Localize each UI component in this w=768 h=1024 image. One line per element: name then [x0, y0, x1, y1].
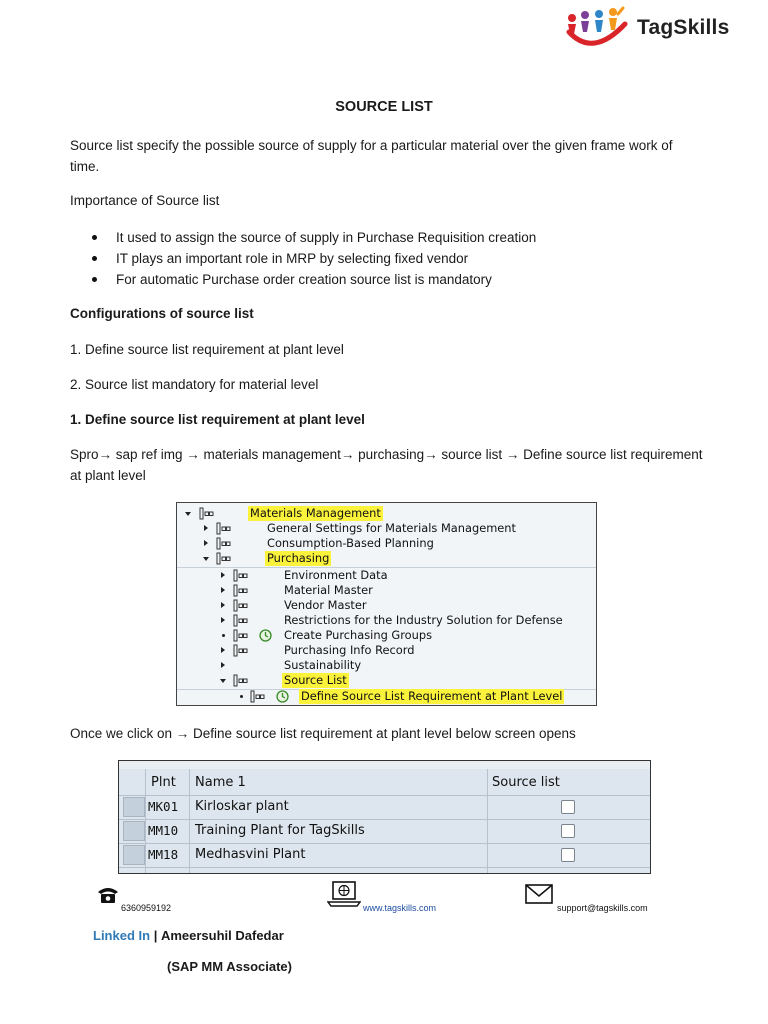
expand-arrow-icon[interactable]: [221, 602, 225, 608]
config-node-icon: [216, 537, 231, 550]
bullet-icon: [92, 235, 97, 240]
importance-heading: Importance of Source list: [70, 193, 220, 208]
bullet-icon: [92, 277, 97, 282]
telephone-icon: [97, 886, 119, 904]
execute-clock-icon[interactable]: [259, 629, 273, 642]
tree-node-create-purchasing-groups[interactable]: Create Purchasing Groups: [177, 628, 596, 643]
author-role: (SAP MM Associate): [167, 959, 292, 974]
config-step-1: 1. Define source list requirement at plant level: [70, 342, 344, 357]
leaf-dot-icon: [222, 634, 225, 637]
expand-arrow-icon[interactable]: [221, 587, 225, 593]
config-node-icon: [233, 584, 248, 597]
expand-arrow-icon[interactable]: [221, 617, 225, 623]
expand-arrow-icon[interactable]: [221, 662, 225, 668]
config-step-2: 2. Source list mandatory for material level: [70, 377, 319, 392]
config-node-icon: [216, 552, 231, 565]
brand-name: TagSkills: [637, 16, 730, 39]
row-selector[interactable]: [123, 797, 145, 817]
section-heading: 1. Define source list requirement at plant level: [70, 412, 365, 427]
expand-arrow-icon[interactable]: [220, 679, 226, 683]
tagskills-people-logo-icon: [563, 6, 633, 54]
row-selector[interactable]: [123, 821, 145, 841]
config-heading: Configurations of source list: [70, 306, 254, 321]
config-node-icon: [216, 522, 231, 535]
tree-node-material-master[interactable]: Material Master: [177, 583, 596, 598]
expand-arrow-icon[interactable]: [203, 557, 209, 561]
table-toolbar-strip: [119, 761, 650, 769]
document-title: SOURCE LIST: [335, 99, 433, 115]
author-line: [93, 928, 284, 943]
expand-arrow-icon[interactable]: [185, 512, 191, 516]
config-node-icon: [233, 644, 248, 657]
email-address[interactable]: support@tagskills.com: [557, 903, 648, 913]
config-node-icon: [233, 569, 248, 582]
list-item: IT plays an important role in MRP by selecting fixed vendor: [70, 249, 536, 270]
expand-arrow-icon[interactable]: [221, 572, 225, 578]
config-node-icon: [233, 674, 248, 687]
row-selector[interactable]: [123, 845, 145, 865]
expand-arrow-icon[interactable]: [204, 525, 208, 531]
envelope-icon: [525, 884, 553, 904]
tree-node-materials-management[interactable]: Materials Management: [177, 506, 596, 521]
bullet-icon: [92, 256, 97, 261]
config-node-icon: [199, 507, 214, 520]
expand-arrow-icon[interactable]: [204, 540, 208, 546]
source-list-checkbox[interactable]: [561, 824, 575, 838]
plant-source-list-table: Plnt Name 1 Source list MK01 Kirloskar plant MM10 Training Plant for TagSkills MM18 Medhasvini Plant: [118, 760, 651, 874]
expand-arrow-icon[interactable]: [221, 647, 225, 653]
computer-globe-icon: [327, 881, 361, 907]
sap-img-tree-screenshot: [176, 502, 597, 706]
tree-node-environment-data[interactable]: Environment Data: [177, 568, 596, 583]
column-header-source-list[interactable]: Source list: [492, 775, 560, 790]
column-header-name[interactable]: Name 1: [195, 775, 246, 790]
intro-paragraph: Source list specify the possible source of supply for a particular material over the given frame work of time.: [70, 138, 673, 174]
tagskills-logo: [563, 6, 763, 54]
execute-clock-icon[interactable]: [276, 690, 290, 703]
config-node-icon: [233, 629, 248, 642]
tree-node-general-settings[interactable]: General Settings for Materials Management: [177, 521, 596, 536]
importance-list: [70, 228, 536, 291]
tree-node-define-source-list-plant[interactable]: Define Source List Requirement at Plant Level: [177, 689, 596, 704]
list-item: For automatic Purchase order creation source list is mandatory: [70, 270, 536, 291]
linkedin-link[interactable]: Linked In: [93, 928, 151, 943]
website-link[interactable]: www.tagskills.com: [363, 903, 437, 913]
leaf-dot-icon: [240, 695, 243, 698]
config-node-icon: [233, 614, 248, 627]
tree-node-purchasing-info-record[interactable]: Purchasing Info Record: [177, 643, 596, 658]
separator: |: [153, 928, 158, 943]
config-node-icon: [233, 599, 248, 612]
config-node-icon: [250, 690, 265, 703]
source-list-checkbox[interactable]: [561, 800, 575, 814]
after-tree-text: Once we click on → Define source list requirement at plant level below screen opens: [70, 726, 576, 741]
tree-node-source-list[interactable]: Source List: [177, 673, 596, 688]
phone-number: 6360959192: [121, 903, 172, 913]
list-item: It used to assign the source of supply in Purchase Requisition creation: [70, 228, 536, 249]
column-header-plant[interactable]: Plnt: [151, 775, 176, 790]
source-list-checkbox[interactable]: [561, 848, 575, 862]
tree-node-purchasing[interactable]: Purchasing: [177, 551, 596, 566]
tree-node-restrictions-defense[interactable]: Restrictions for the Industry Solution for Defense: [177, 613, 596, 628]
tree-node-vendor-master[interactable]: Vendor Master: [177, 598, 596, 613]
tree-node-sustainability[interactable]: Sustainability: [177, 658, 596, 673]
author-name: Ameersuhil Dafedar: [160, 928, 284, 943]
tree-node-consumption-planning[interactable]: Consumption-Based Planning: [177, 536, 596, 551]
navigation-path: Spro→ sap ref img → materials management→ purchasing→ source list → Define source list requirement at plant level: [70, 447, 703, 483]
